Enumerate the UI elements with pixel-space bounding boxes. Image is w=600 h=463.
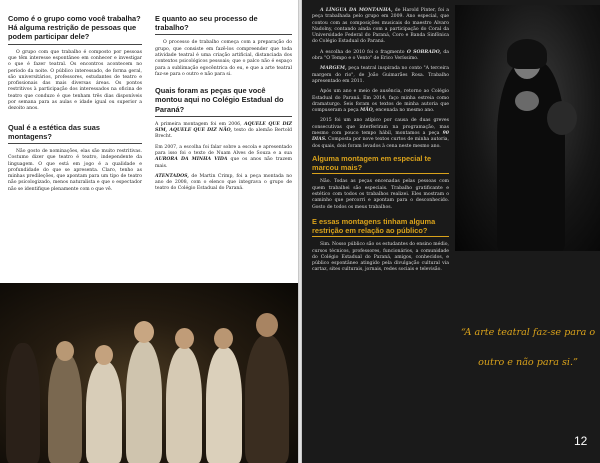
question-heading: Alguma montagem em especial te marcou mais? <box>312 154 449 174</box>
paragraph: O processo de trabalho começa com a preparação do grupo, que consiste em fazê-los compreender que toda atividade teatral é uma criação artificial, distanciada dos contextos psicológicos pessoais; que o palco não é espaço para a sublimação egocêntrica do eu, e que a arte teatral faz-se para o outro e não para si. <box>155 40 292 77</box>
paragraph: MARGEM, peça teatral inspirada no conto "A terceira margem do rio", de João Guimarães Rosa. Trabalho apresentado em 2011. <box>312 66 449 84</box>
paragraph: ATENTADOS, de Martin Crimp, foi a peça montada no ano de 2008, com o elenco que integrava o grupo de teatro do Colégio Estadual do Paraná. <box>155 173 292 192</box>
pull-quote: “A arte teatral faz-se para o outro e não para si.” <box>460 327 596 368</box>
question-heading: Quais foram as peças que você montou aqui no Colégio Estadual do Paraná? <box>155 86 284 114</box>
page-number: 12 <box>574 434 588 448</box>
question-heading: E essas montagens tinham alguma restrição em relação ao público? <box>312 217 449 237</box>
performers-photo <box>0 283 300 463</box>
paragraph: A LÍNGUA DA MONTANHA, de Harold Pinter, foi a peça trabalhada pelo grupo em 2009. Ano especial, que contou com as composições musicais do maestro Alvaro Nadolny, contando ainda com a participação do Coral da Universidade Federal do Paraná, Coro e Banda Sinfônica do Colégio Estadual do Paraná. <box>312 8 449 45</box>
question-heading: Como é o grupo como você trabalha? Há alguma restrição de pessoas que podem participar dele? <box>8 14 141 42</box>
right-page <box>302 0 600 463</box>
question-heading: Qual é a estética das suas montagens? <box>8 122 101 141</box>
paragraph: A primeira montagem foi em 2006, AQUELE QUE DIZ SIM, AQUELE QUE DIZ NÃO, texto do alemão Bertold Brecht. <box>155 121 292 140</box>
paragraph: Sim. Nosso público são os estudantes do ensino médio, cursos técnicos, professores, funcionários, a comunidade do Colégio Estadual do Paraná, amigos, conhecidos, e público espontâneo atingido pela divulgação cultural via cartaz, sites culturais, jornais, redes sociais e televisão. <box>312 242 449 273</box>
paragraph: O grupo com que trabalho é composto por pessoas que têm interesse espontâneo em conhecer e investigar o que é fazer teatral. Os encontros acontecem no período da noite. O público interessado, de forma geral, são universitários, professores, estudantes de teatro e profissionais das mais diversas áreas. Os pontos restritivos à participação dos interessados na oficina de teatro que conduzo é que tenham três dias disponíveis por semana para as aulas e idade igual ou superior a dezoito anos. <box>8 49 142 112</box>
column-2 <box>155 14 292 197</box>
divider <box>8 143 142 144</box>
paragraph: Em 2007, a escolha foi falar sobre a escola e apresentado para isso foi o texto de Nuam Alves de Souza e a sua AURORA DA MINHA VIDA que os anos não trazem mais. <box>155 144 292 169</box>
paragraph: Não. Todas as peças encenadas pelas pessoas com quem trabalhei são especiais. Trabalho gratificante e estético com todos os trabalhos realizei. Eles mostram o caminho que percorri e apontam para o desconhecido. Gosto de todos os meus trabalhos. <box>312 179 449 210</box>
column-3 <box>312 8 449 278</box>
paragraph: A escolha de 2010 foi o fragmento O SOBRADO, da obra "O Tempo e o Vento" de Erico Veríssimo. <box>312 49 450 62</box>
divider <box>8 44 142 45</box>
divider <box>155 34 292 35</box>
paragraph: Não gosto de nominações, elas são muito restritivas. Costumo dizer que teatro é teatro, independente da linguagem. O que está em jogo é a qualidade e profundidade do que se apresenta. Claro, tenho as minhas predileções, que apontam para um tipo de teatro não psicologizado, menos naturalista e que o espectador não se identifique plenamente com o que vê. <box>8 148 142 192</box>
column-1 <box>8 14 142 197</box>
paragraph: 2015 foi um ano atípico por causa de duas greves consecutivas que interferiram na programação, mas mesmo com pouco tempo hábil, montamos a peça 90 DIAS. Composta por nove textos curtos de minha autoria, dos quais, dois foram levados à cena neste mesmo ano. <box>312 118 449 149</box>
divider <box>155 116 292 117</box>
actress-photo <box>455 5 600 251</box>
question-heading: E quanto ao seu processo de trabalho? <box>155 14 258 33</box>
paragraph: Após um ano e meio de ausência, retorno ao Colégio Estadual do Paraná. Em 2014, faço minha estreia como dramaturgo. Seis foram os textos de minha autoria que compuseram a peça MÃO, encenada no mesmo ano. <box>312 89 449 114</box>
